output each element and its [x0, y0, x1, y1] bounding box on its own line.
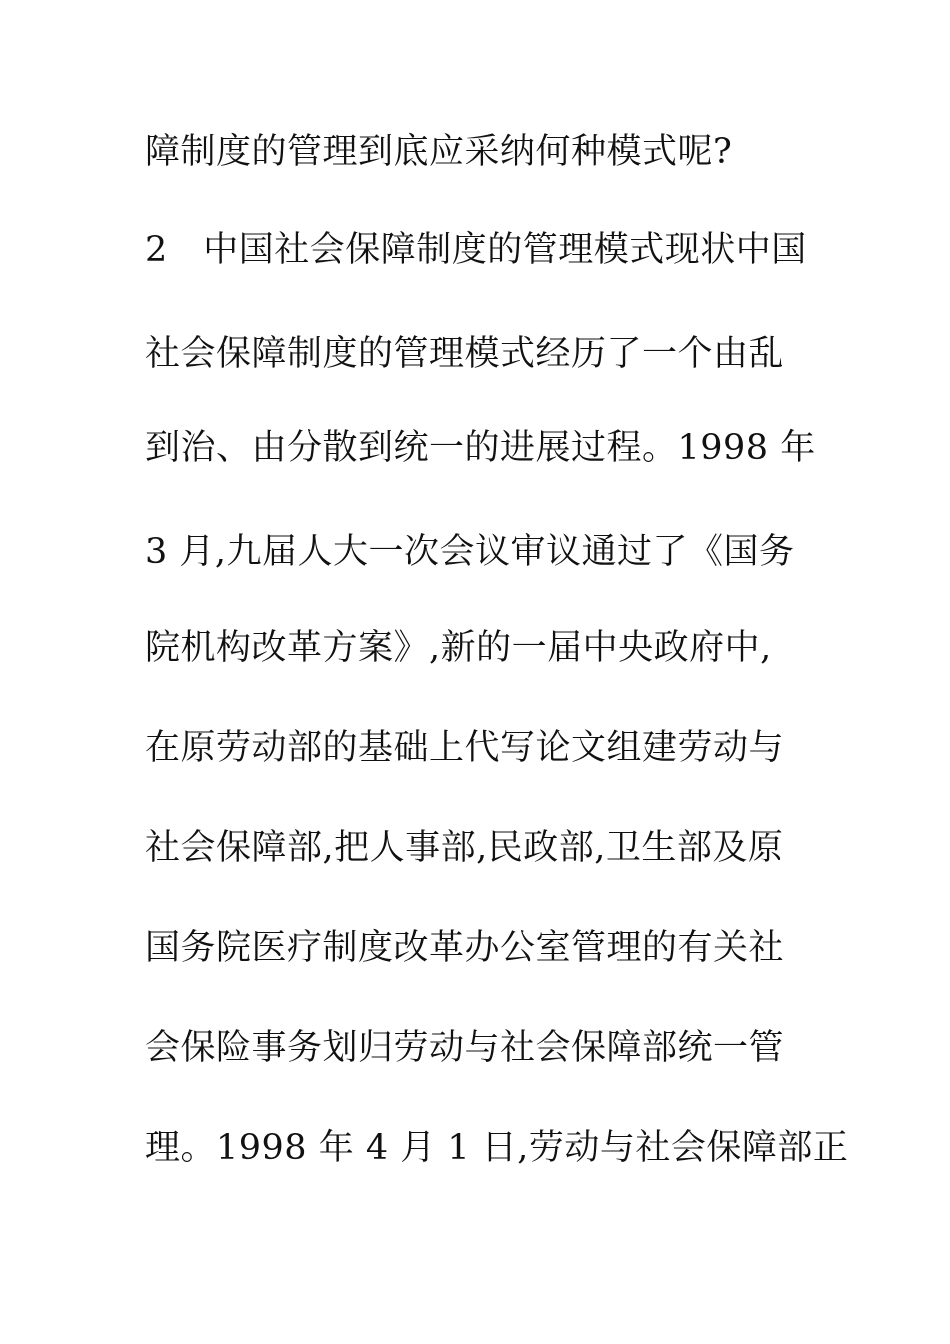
text-line: 3 月,九届人大一次会议审议通过了《国务 [145, 532, 795, 572]
text-line: 社会保障部,把人事部,民政部,卫生部及原 [145, 828, 784, 868]
text-line: 理。1998 年 4 月 1 日,劳动与社会保障部正 [145, 1128, 849, 1168]
text-line: 到治、由分散到统一的进展过程。1998 年 [145, 428, 816, 468]
text-line: 在原劳动部的基础上代写论文组建劳动与 [145, 728, 785, 768]
text-line: 会保险事务划归劳动与社会保障部统一管 [145, 1028, 785, 1068]
section-heading-line: 2 中国社会保障制度的管理模式现状中国 [145, 230, 807, 270]
text-line: 社会保障制度的管理模式经历了一个由乱 [145, 334, 785, 374]
text-line: 障制度的管理到底应采纳何种模式呢? [145, 132, 733, 172]
text-line: 院机构改革方案》,新的一届中央政府中, [145, 628, 772, 668]
text-line: 国务院医疗制度改革办公室管理的有关社 [145, 928, 785, 968]
